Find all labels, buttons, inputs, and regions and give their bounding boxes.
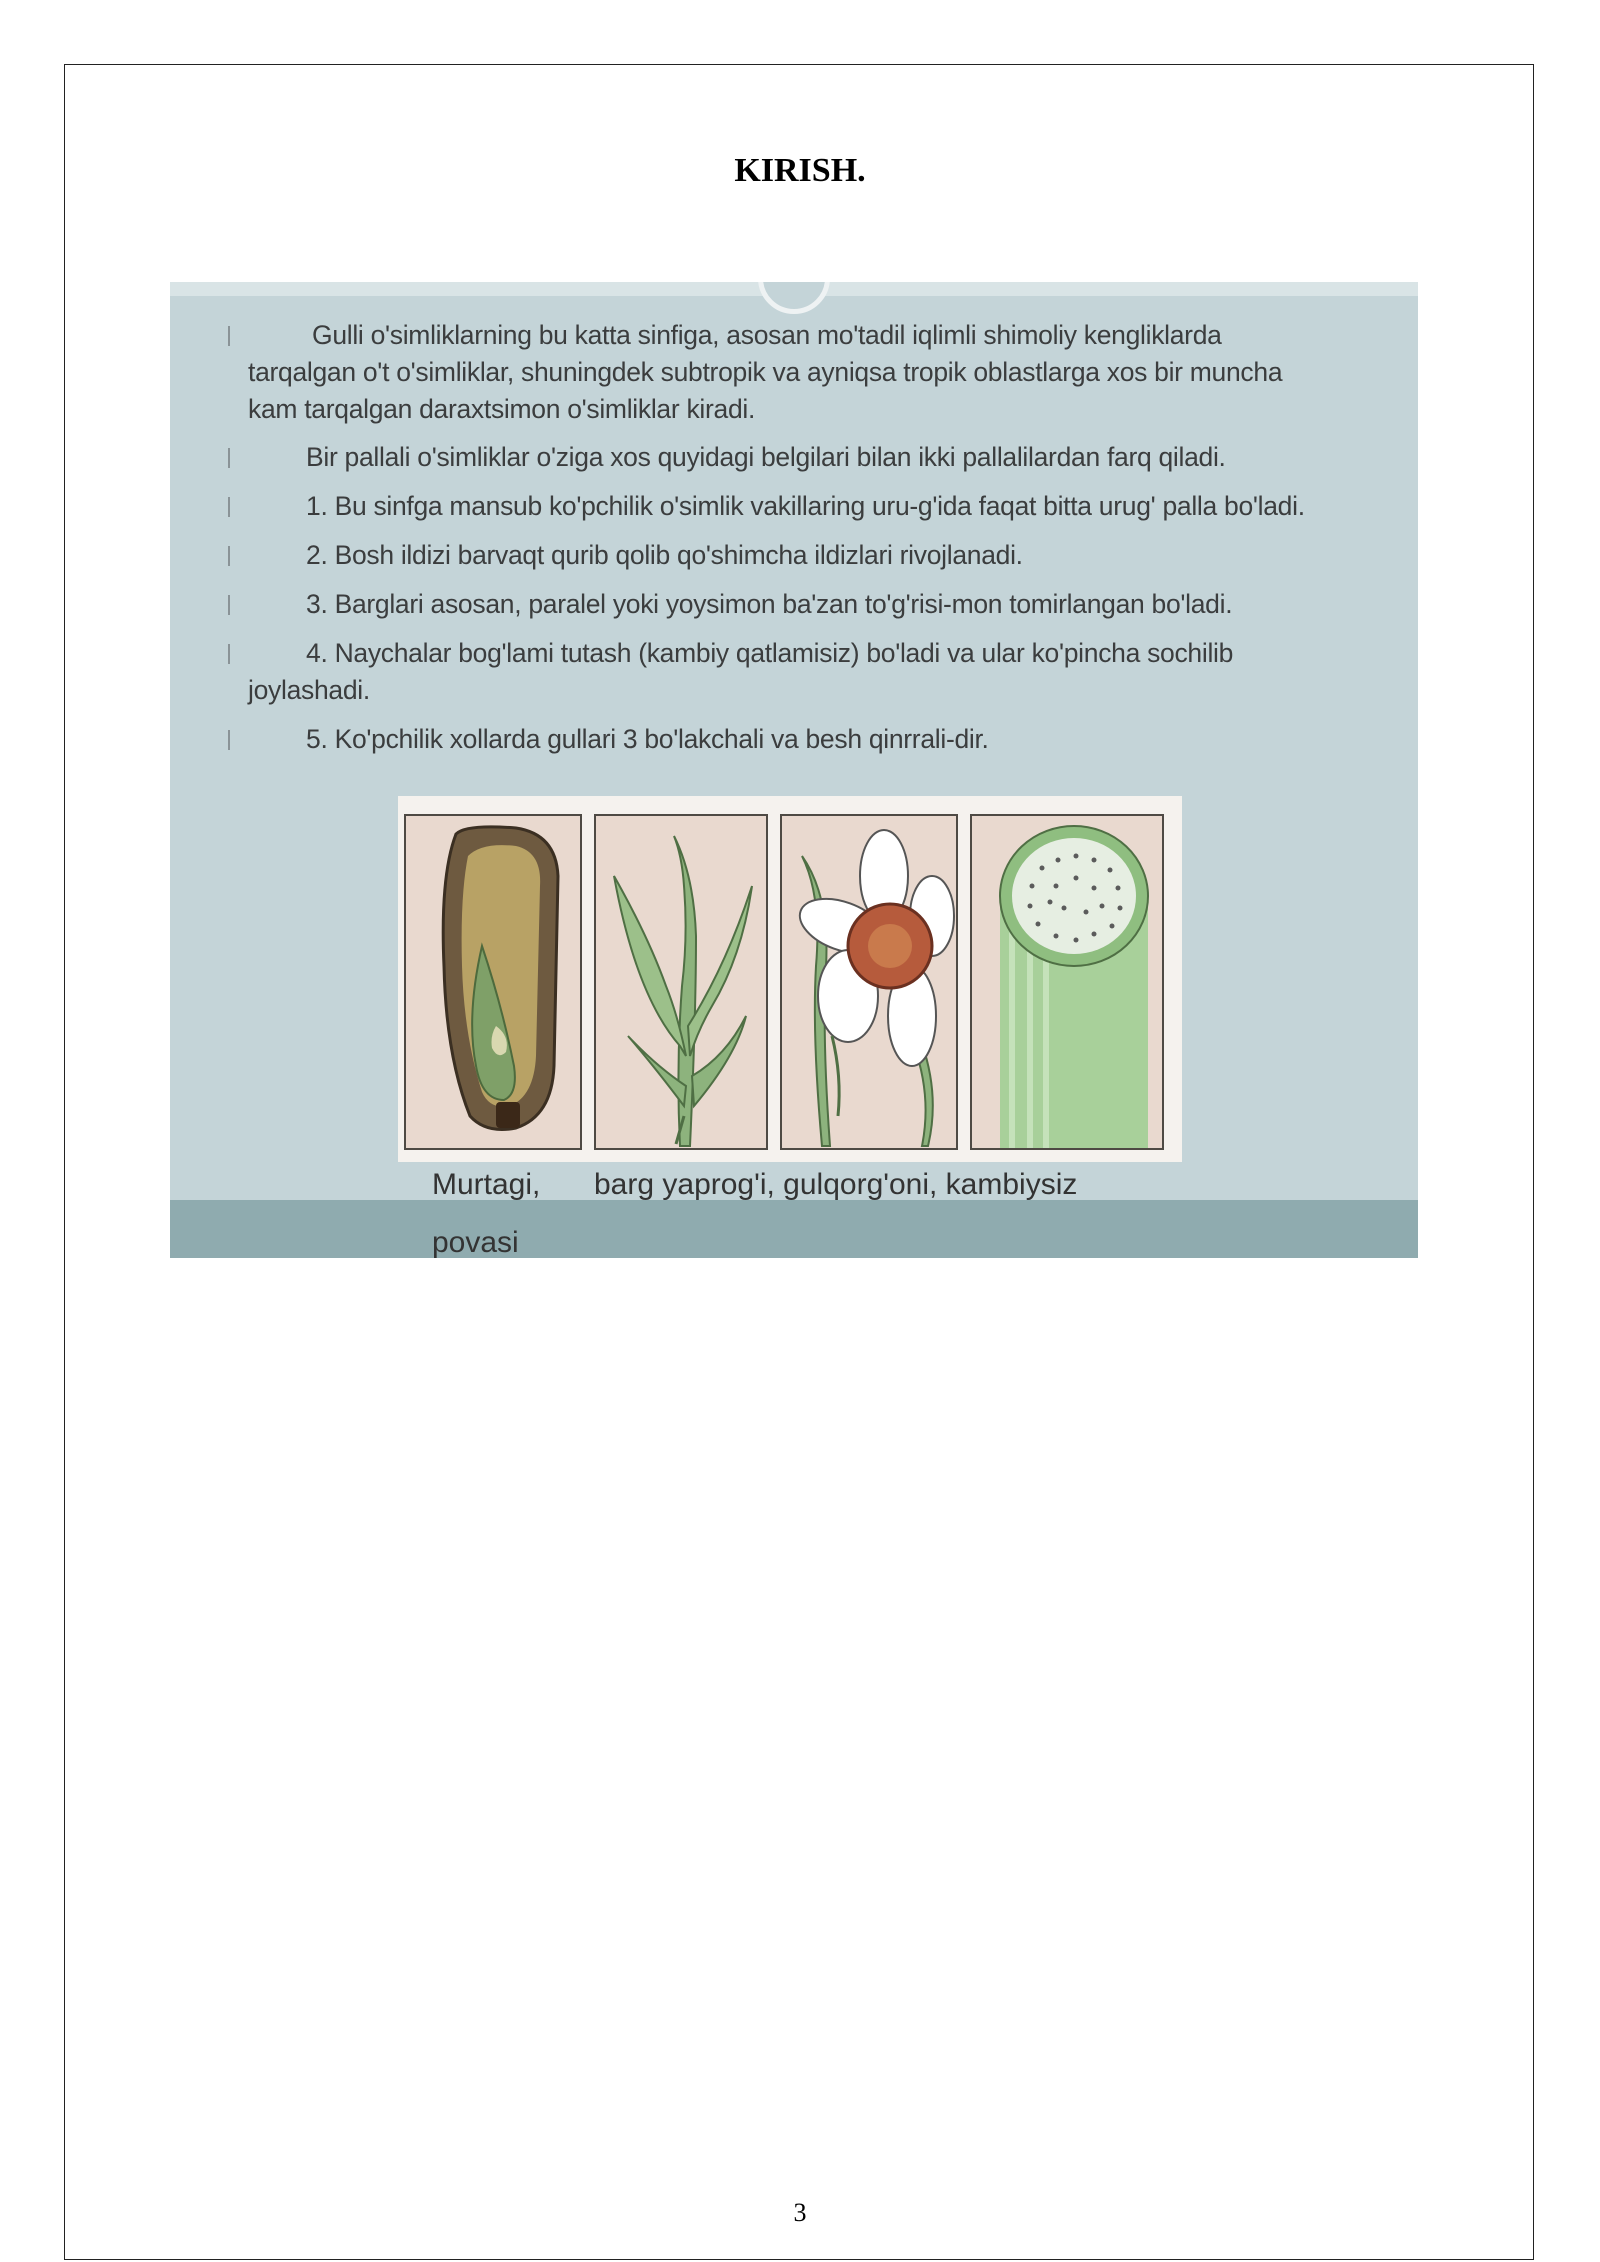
- page-number: 3: [793, 2198, 807, 2227]
- bullet-marker: [228, 644, 230, 664]
- bullet-marker: [228, 448, 230, 468]
- text-line: 1. Bu sinfga mansub ko'pchilik o'simlik vakillaring uru-g'ida faqat bitta urug' palla bo'ladi.: [306, 491, 1305, 521]
- list-item: [248, 488, 1418, 525]
- bullet-marker: [228, 546, 230, 566]
- embryo-panel: [404, 814, 582, 1150]
- page-title: KIRISH.: [734, 152, 866, 189]
- caption-embryo-continued: povasi: [432, 1226, 519, 1259]
- flower-panel: [780, 814, 958, 1150]
- list-item: [248, 537, 1418, 574]
- text-line: 5. Ko'pchilik xollarda gullari 3 bo'lakchali va besh qinrrali-dir.: [306, 724, 989, 754]
- list-item: [248, 635, 1378, 709]
- text-line: joylashadi.: [248, 675, 370, 705]
- paragraph-summary: [248, 439, 1418, 476]
- text-line: 2. Bosh ildizi barvaqt qurib qolib qo'shimcha ildizlari rivojlanadi.: [306, 540, 1023, 570]
- seed-embryo-icon: [406, 816, 580, 1148]
- list-item: [248, 721, 1418, 758]
- bullet-marker: [228, 497, 230, 517]
- slide-notch: [758, 282, 830, 314]
- leaf-panel: [594, 814, 768, 1150]
- stem-panel: [970, 814, 1164, 1150]
- daffodil-flower-icon: [782, 816, 956, 1148]
- text-line: Gulli o'simliklarning bu katta sinfiga, asosan mo'tadil iqlimli shimoliy kengliklarda: [312, 320, 1222, 350]
- paragraph-intro: [248, 317, 1378, 428]
- list-item: [248, 586, 1418, 623]
- text-line: kam tarqalgan daraxtsimon o'simliklar kiradi.: [248, 394, 756, 424]
- leaf-blade-icon: [596, 816, 766, 1148]
- text-line: tarqalgan o't o'simliklar, shuningdek subtropik va ayniqsa tropik oblastlarga xos bir muncha: [248, 357, 1283, 387]
- bullet-marker: [228, 326, 230, 346]
- bullet-marker: [228, 730, 230, 750]
- caption-embryo: Murtagi,: [432, 1168, 541, 1201]
- plant-features-figure: [398, 796, 1182, 1162]
- slide-image: [170, 282, 1418, 1258]
- slide-footer-band: [170, 1200, 1418, 1258]
- stem-cross-section-icon: [972, 816, 1162, 1148]
- text-line: 4. Naychalar bog'lami tutash (kambiy qatlamisiz) bo'ladi va ular ko'pincha sochilib: [306, 638, 1234, 668]
- bullet-marker: [228, 595, 230, 615]
- text-line: Bir pallali o'simliklar o'ziga xos quyidagi belgilari bilan ikki pallalilardan farq qiladi.: [306, 442, 1226, 472]
- caption-features: barg yaprog'i, gulqorg'oni, kambiysiz: [594, 1168, 1078, 1201]
- text-line: 3. Barglari asosan, paralel yoki yoysimon ba'zan to'g'risi-mon tomirlangan bo'ladi.: [306, 589, 1233, 619]
